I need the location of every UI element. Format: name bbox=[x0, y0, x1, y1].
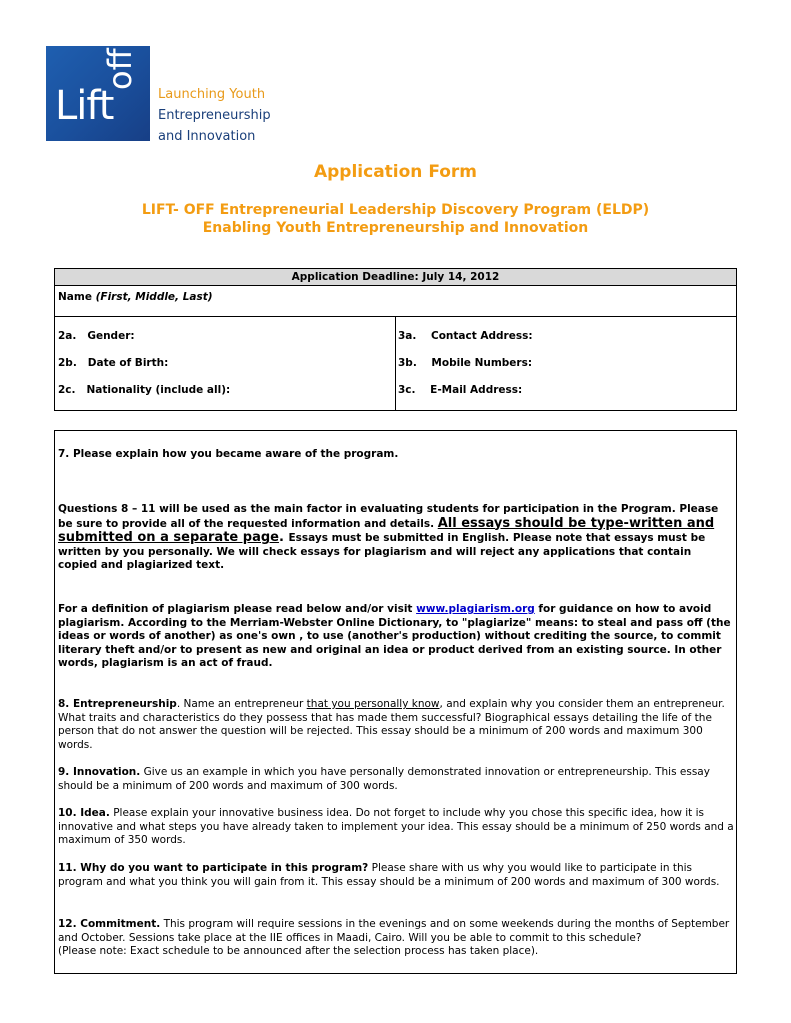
question-12 bbox=[58, 918, 734, 959]
page-title: Application Form bbox=[313, 162, 478, 182]
name-row[interactable] bbox=[55, 285, 736, 317]
plagiarism-paragraph bbox=[58, 603, 734, 671]
plagiarism-text-a: For a definition of plagiarism please read below and/or visit bbox=[58, 603, 417, 615]
tagline-line1: Launching Youth bbox=[158, 87, 266, 102]
email-address-field[interactable]: 3c. E-Mail Address: bbox=[398, 384, 523, 396]
gender-field[interactable]: 2a. Gender: bbox=[58, 330, 135, 342]
q8-text-a: . Name an entrepreneur bbox=[176, 698, 307, 710]
date-of-birth-field[interactable]: 2b. Date of Birth: bbox=[58, 357, 169, 369]
name-label bbox=[58, 291, 213, 303]
question-9 bbox=[58, 766, 734, 793]
question-7: 7. Please explain how you became aware of the program. bbox=[58, 448, 399, 460]
q12-text: This program will require sessions in the evenings and on some weekends during the months of September and October. Sessions take place at the IIE offices in Maadi, Cairo. Will you be able to commit to this schedule? bbox=[58, 918, 730, 944]
name-label-text: Name bbox=[58, 291, 96, 303]
nationality-field[interactable]: 2c. Nationality (include all): bbox=[58, 384, 231, 396]
essay-requirement-emphasis: All essays should be type-written and submitted on a separate page bbox=[58, 515, 715, 545]
instructions-text: Questions 8 – 11 will be used as the main factor in evaluating students for participation in the Program. Please be sure to provide all of the requested information and details. bbox=[58, 503, 719, 530]
name-hint: (First, Middle, Last) bbox=[95, 291, 213, 303]
logo-off-text: off bbox=[101, 48, 139, 90]
essay-instructions bbox=[58, 503, 734, 573]
questions-section bbox=[54, 430, 737, 974]
instructions-text-2: Essays must be submitted in English. Please note that essays must be written by you personally. We will check essays for plagiarism and will reject any applications that contain copied and plagiarized text. bbox=[58, 532, 706, 571]
q10-heading: 10. Idea. bbox=[58, 807, 110, 819]
application-deadline: Application Deadline: July 14, 2012 bbox=[55, 269, 736, 286]
contact-address-field[interactable]: 3a. Contact Address: bbox=[398, 330, 533, 342]
column-divider bbox=[395, 316, 396, 411]
program-tagline: Enabling Youth Entrepreneurship and Innovation bbox=[202, 220, 589, 236]
program-subtitle: LIFT- OFF Entrepreneurial Leadership Discovery Program (ELDP) bbox=[141, 202, 650, 218]
question-11 bbox=[58, 862, 734, 889]
liftoff-logo bbox=[46, 46, 150, 141]
logo-tagline bbox=[158, 84, 271, 147]
plagiarism-link[interactable]: www.plagiarism.org bbox=[416, 603, 535, 615]
q11-text: Please share with us why you would like to participate in this program and what you think you will gain from it. This essay should be a minimum of 200 words and maximum of 300 words. bbox=[58, 862, 720, 888]
q8-heading: 8. Entrepreneurship bbox=[58, 698, 177, 710]
question-10 bbox=[58, 807, 734, 848]
q8-text-b: , and explain why you consider them an entrepreneur. What traits and characteristics do they possess that has made them successful? Biographical essays detailing the life of the person that do not answer the question will be rejected. This essay should be a minimum of 200 words and maximum 300 words. bbox=[58, 698, 725, 751]
q10-text: Please explain your innovative business idea. Do not forget to include why you chose this specific idea, how it is innovative and what steps you have already taken to implement your idea. This essay should be a minimum of 250 words and a maximum of 350 words. bbox=[58, 807, 734, 846]
question-8 bbox=[58, 698, 734, 752]
tagline-line2: Entrepreneurship bbox=[158, 108, 271, 123]
q12-heading: 12. Commitment. bbox=[58, 918, 161, 930]
instructions-dot: . bbox=[278, 530, 289, 545]
mobile-numbers-field[interactable]: 3b. Mobile Numbers: bbox=[398, 357, 533, 369]
logo-lift-text: Lift bbox=[55, 83, 114, 129]
q11-heading: 11. Why do you want to participate in this program? bbox=[58, 862, 369, 874]
personal-info-table bbox=[54, 268, 737, 411]
q9-text: Give us an example in which you have personally demonstrated innovation or entrepreneurship. This essay should be a minimum of 200 words and maximum of 300 words. bbox=[58, 766, 710, 792]
q9-heading: 9. Innovation. bbox=[58, 766, 141, 778]
tagline-line3: and Innovation bbox=[158, 129, 256, 144]
plagiarism-text-b: for guidance on how to avoid plagiarism. According to the Merriam-Webster Online Dictionary, to "plagiarize" means: to steal and pass off (the ideas or words of another) as one's own , to use (another's production) without crediting the source, to commit literary theft and/or to present as new and original an idea or product derived from an existing source. In other words, plagiarism is an act of fraud. bbox=[58, 603, 731, 669]
q8-underlined: that you personally know bbox=[306, 698, 440, 710]
q12-note: (Please note: Exact schedule to be announced after the selection process has taken place). bbox=[58, 945, 539, 957]
